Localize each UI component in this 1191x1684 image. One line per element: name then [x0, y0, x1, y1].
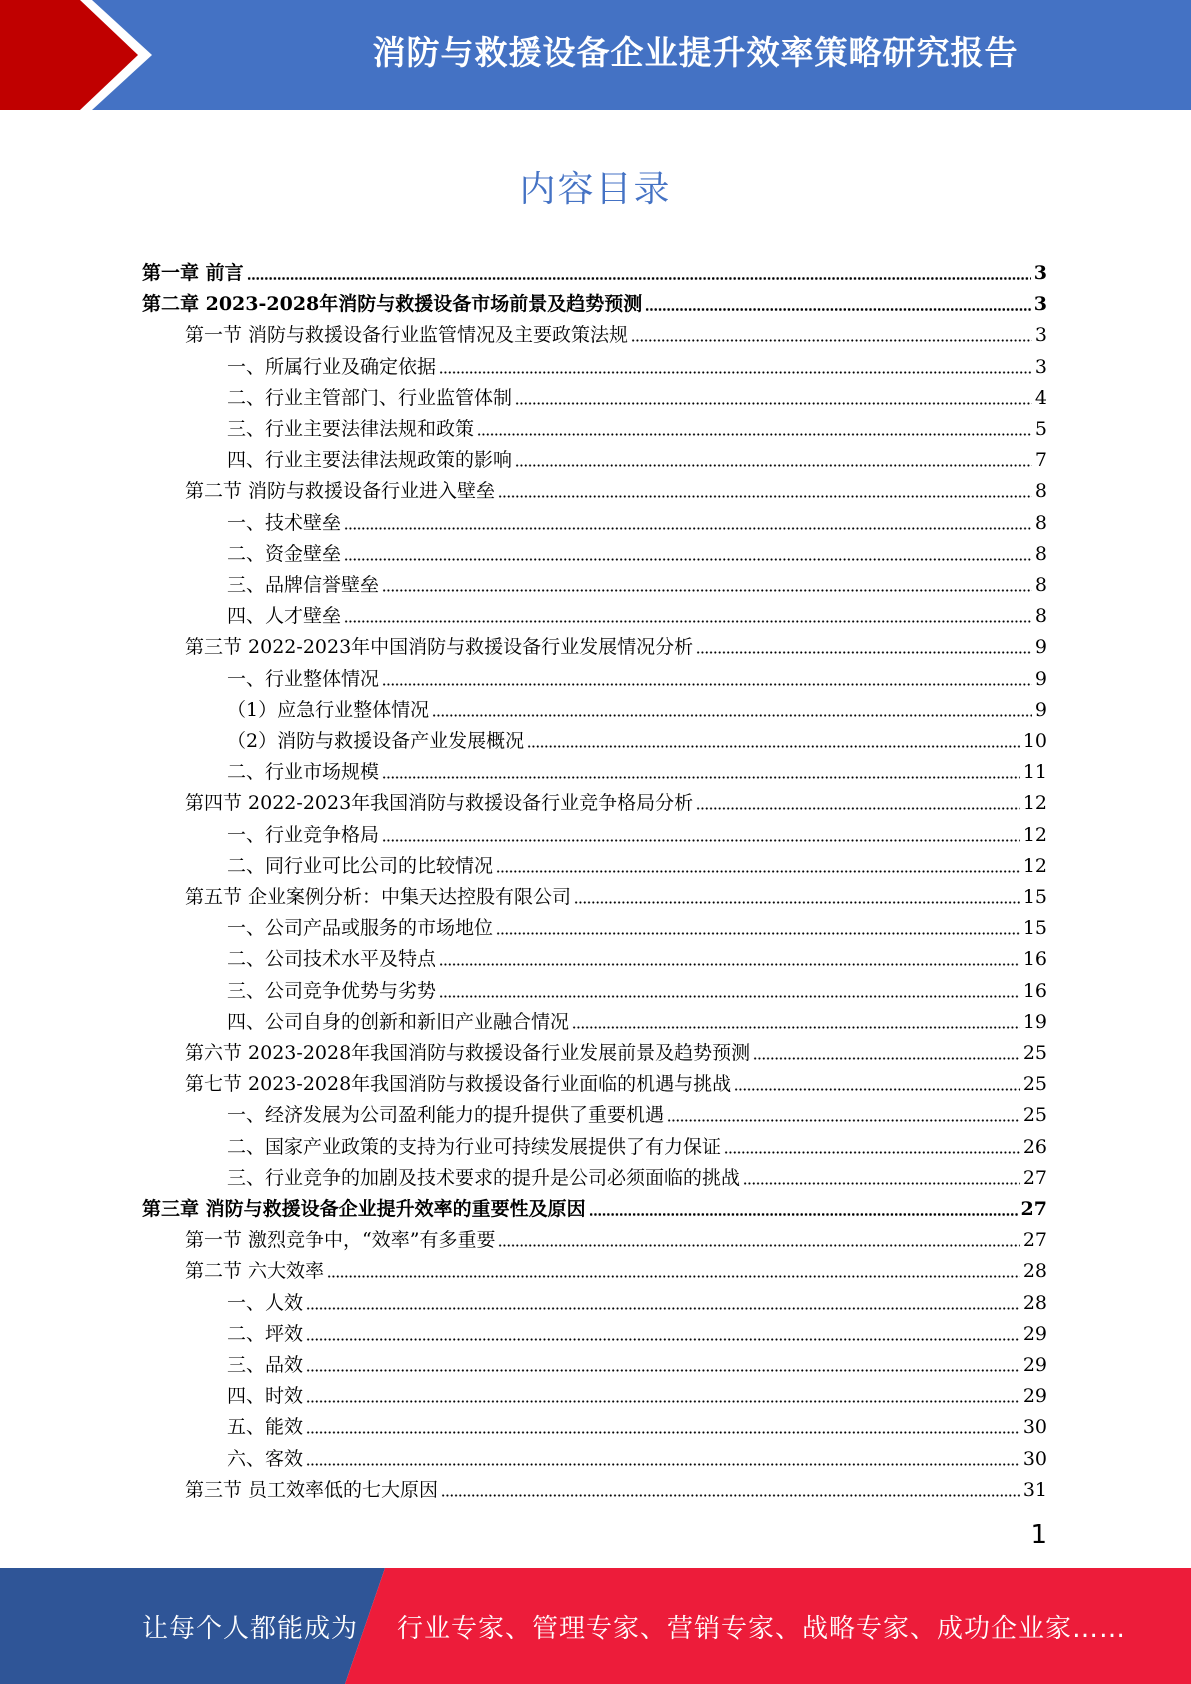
toc-entry[interactable] [227, 1440, 1047, 1471]
toc-entry-page: 30 [1022, 1447, 1047, 1470]
toc-entry[interactable] [227, 348, 1047, 379]
toc-entry[interactable] [227, 410, 1047, 441]
toc-entry[interactable] [227, 379, 1047, 410]
toc-dot-leader [382, 838, 1020, 843]
toc-entry-page: 12 [1022, 823, 1047, 846]
toc-entry-label: 四、时效 [227, 1385, 304, 1408]
toc-dot-leader [696, 806, 1020, 811]
toc-entry[interactable] [185, 1221, 1047, 1252]
toc-dot-leader [496, 931, 1020, 936]
toc-entry-label: 三、行业主要法律法规和政策 [227, 418, 475, 440]
toc-entry-label: 第三章 消防与救援设备企业提升效率的重要性及原因 [142, 1198, 586, 1220]
toc-entry[interactable] [227, 441, 1047, 472]
toc-entry-page: 27 [1022, 1166, 1047, 1189]
toc-entry[interactable] [185, 878, 1047, 909]
toc-entry-label: 二、国家产业政策的支持为行业可持续发展提供了有力保证 [227, 1135, 722, 1158]
toc-entry-page: 15 [1022, 886, 1047, 908]
toc-entry[interactable] [227, 1003, 1047, 1034]
toc-dot-leader [743, 1181, 1020, 1186]
toc-entry-label: 第五节 企业案例分析：中集天达控股有限公司 [185, 886, 572, 908]
toc-entry-label: 第六节 2023-2028年我国消防与救援设备行业发展前景及趋势预测 [185, 1042, 751, 1064]
toc-entry[interactable] [227, 691, 1047, 722]
toc-entry-page: 3 [1033, 262, 1047, 284]
report-title: 消防与救援设备企业提升效率策略研究报告 [372, 33, 1019, 72]
toc-dot-leader [344, 619, 1032, 624]
toc-entry[interactable] [227, 1377, 1047, 1408]
toc-dot-leader [432, 713, 1032, 718]
toc-entry-page: 29 [1022, 1322, 1047, 1345]
toc-entry-label: 三、品效 [227, 1354, 304, 1376]
toc-dot-leader [439, 994, 1020, 999]
toc-dot-leader [382, 775, 1020, 780]
toc-dot-leader [498, 494, 1032, 499]
toc-dot-leader [734, 1087, 1020, 1092]
toc-entry[interactable] [142, 1190, 1047, 1221]
toc-entry-label: 第一节 激烈竞争中，“效率”有多重要 [185, 1229, 496, 1252]
toc-entry-label: 第三节 2022-2023年中国消防与救援设备行业发展情况分析 [185, 636, 694, 659]
toc-heading: 内容目录 [519, 169, 672, 210]
toc-entry-label: 四、人才壁垒 [227, 605, 342, 628]
toc-dot-leader [515, 401, 1032, 406]
toc-entry-label: 第三节 员工效率低的七大原因 [185, 1478, 439, 1501]
toc-entry-label: 第二节 六大效率 [185, 1260, 325, 1283]
toc-entry-page: 3 [1034, 355, 1047, 378]
toc-entry-label: 一、行业整体情况 [227, 667, 380, 690]
toc-dot-leader [527, 744, 1020, 749]
toc-entry-page: 25 [1022, 1042, 1047, 1064]
toc-entry[interactable] [227, 1128, 1047, 1159]
toc-entry-label: 第一节 消防与救援设备行业监管情况及主要政策法规 [185, 324, 629, 347]
toc-entry[interactable] [185, 784, 1047, 815]
toc-entry[interactable] [185, 1252, 1047, 1283]
toc-dot-leader [306, 1368, 1020, 1373]
toc-entry-label: 三、行业竞争的加剧及技术要求的提升是公司必须面临的挑战 [227, 1166, 741, 1189]
toc-entry-page: 8 [1034, 511, 1047, 534]
toc-entry-label: 二、行业市场规模 [227, 761, 380, 784]
toc-dot-leader [477, 432, 1032, 437]
toc-dot-leader [306, 1462, 1020, 1467]
toc-entry[interactable] [185, 1065, 1047, 1096]
toc-entry-page: 4 [1034, 386, 1047, 409]
toc-dot-leader [572, 1025, 1020, 1030]
toc-entry[interactable] [227, 566, 1047, 597]
toc-entry-page: 5 [1034, 418, 1047, 440]
toc-entry-page: 19 [1022, 1010, 1047, 1033]
toc-dot-leader [441, 1493, 1020, 1498]
toc-entry[interactable] [142, 254, 1047, 285]
toc-entry[interactable] [227, 1346, 1047, 1377]
toc-entry-page: 28 [1022, 1291, 1047, 1314]
toc-entry[interactable] [227, 909, 1047, 940]
toc-entry[interactable] [142, 285, 1047, 316]
toc-entry-page: 12 [1022, 854, 1047, 877]
toc-entry-label: 二、坪效 [227, 1322, 304, 1345]
toc-dot-leader [574, 900, 1020, 905]
toc-entry-label: 四、公司自身的创新和新旧产业融合情况 [227, 1010, 570, 1033]
toc-entry[interactable] [227, 753, 1047, 784]
toc-entry[interactable] [227, 816, 1047, 847]
toc-entry[interactable] [227, 1315, 1047, 1346]
toc-entry-page: 30 [1022, 1416, 1047, 1439]
toc-entry-label: 一、行业竞争格局 [227, 823, 380, 846]
toc-entry-page: 3 [1033, 293, 1047, 316]
toc-entry-label: 一、所属行业及确定依据 [227, 355, 437, 378]
toc-entry[interactable] [227, 847, 1047, 878]
toc-entry[interactable] [227, 1408, 1047, 1439]
toc-entry-page: 15 [1022, 917, 1047, 940]
toc-dot-leader [439, 370, 1032, 375]
toc-entry[interactable] [227, 1159, 1047, 1190]
toc-entry-label: 第七节 2023-2028年我国消防与救援设备行业面临的机遇与挑战 [185, 1073, 732, 1096]
toc-entry-page: 29 [1022, 1354, 1047, 1376]
toc-entry[interactable] [185, 316, 1047, 347]
footer-slogan-left: 让每个人都能成为 [142, 1614, 359, 1644]
toc-entry-page: 9 [1034, 698, 1047, 721]
toc-entry[interactable] [185, 1034, 1047, 1065]
toc-entry-page: 11 [1022, 761, 1047, 784]
toc-dot-leader [306, 1430, 1020, 1435]
toc-entry[interactable] [227, 504, 1047, 535]
toc-entry-page: 27 [1022, 1229, 1047, 1252]
toc-dot-leader [306, 1337, 1020, 1342]
toc-entry-label: 第一章 前言 [142, 262, 244, 284]
toc-entry-page: 8 [1034, 542, 1047, 565]
toc-dot-leader [439, 962, 1020, 967]
toc-entry-page: 25 [1022, 1073, 1047, 1096]
toc-dot-leader [496, 869, 1020, 874]
toc-dot-leader [753, 1056, 1020, 1061]
toc-entry-page: 25 [1022, 1104, 1047, 1127]
toc-dot-leader [589, 1212, 1018, 1217]
toc-entry-label: 一、公司产品或服务的市场地位 [227, 917, 494, 940]
toc-entry-page: 26 [1022, 1135, 1047, 1158]
toc-entry-page: 16 [1022, 948, 1047, 971]
toc-entry-page: 9 [1034, 636, 1047, 659]
page-footer-band [0, 1568, 1191, 1684]
toc-dot-leader [306, 1306, 1020, 1311]
toc-entry-page: 29 [1022, 1385, 1047, 1408]
toc-entry-page: 8 [1034, 574, 1047, 596]
toc-entry-page: 3 [1034, 324, 1047, 347]
toc-entry-page: 12 [1022, 792, 1047, 815]
footer-slogan-right: 行业专家、管理专家、营销专家、战略专家、成功企业家…… [397, 1614, 1127, 1644]
toc-dot-leader [696, 650, 1032, 655]
toc-entry-page: 7 [1034, 449, 1047, 472]
toc-dot-leader [344, 526, 1032, 531]
toc-dot-leader [306, 1399, 1020, 1404]
toc-entry-page: 8 [1034, 605, 1047, 628]
toc-entry[interactable] [227, 1096, 1047, 1127]
toc-dot-leader [631, 338, 1032, 343]
toc-entry-page: 16 [1022, 979, 1047, 1002]
toc-entry-page: 8 [1034, 480, 1047, 503]
toc-entry-label: 二、资金壁垒 [227, 542, 342, 565]
toc-entry-label: 一、技术壁垒 [227, 511, 342, 534]
page-header-band [0, 0, 1191, 110]
toc-entry[interactable] [227, 535, 1047, 566]
toc-entry-page: 10 [1022, 730, 1047, 752]
toc-entry-label: 五、能效 [227, 1416, 304, 1439]
toc-entry[interactable] [227, 660, 1047, 691]
toc-entry-page: 27 [1020, 1198, 1047, 1220]
toc-entry-page: 28 [1022, 1260, 1047, 1283]
toc-entry[interactable] [227, 1284, 1047, 1315]
toc-dot-leader [515, 463, 1032, 468]
toc-dot-leader [667, 1118, 1020, 1123]
toc-dot-leader [382, 588, 1032, 593]
toc-entry-label: 第四节 2022-2023年我国消防与救援设备行业竞争格局分析 [185, 792, 694, 815]
toc-dot-leader [724, 1150, 1020, 1155]
toc-dot-leader [247, 276, 1031, 281]
toc-entry-label: 第二章 2023-2028年消防与救援设备市场前景及趋势预测 [142, 293, 643, 316]
toc-entry-page: 9 [1034, 667, 1047, 690]
toc-entry-label: 三、品牌信誉壁垒 [227, 574, 380, 596]
toc-dot-leader [498, 1243, 1019, 1248]
toc-dot-leader [327, 1274, 1020, 1279]
toc-dot-leader [344, 557, 1032, 562]
toc-dot-leader [645, 307, 1031, 312]
toc-entry-label: 三、公司竞争优势与劣势 [227, 979, 437, 1002]
toc-entry-label: 二、同行业可比公司的比较情况 [227, 854, 494, 877]
toc-entry-label: 一、经济发展为公司盈利能力的提升提供了重要机遇 [227, 1104, 665, 1127]
toc-entry-label: 二、行业主管部门、行业监管体制 [227, 386, 513, 409]
toc-entry-label: 一、人效 [227, 1291, 304, 1314]
toc-entry-label: （1）应急行业整体情况 [227, 698, 430, 721]
toc-entry[interactable] [227, 972, 1047, 1003]
toc-entry[interactable] [227, 940, 1047, 971]
toc-entry-label: 四、行业主要法律法规政策的影响 [227, 449, 513, 472]
toc-entry-label: 二、公司技术水平及特点 [227, 948, 437, 971]
toc-dot-leader [382, 682, 1032, 687]
toc-entry[interactable] [185, 628, 1047, 659]
toc-entry-page: 31 [1022, 1478, 1047, 1501]
toc-entry-label: （2）消防与救援设备产业发展概况 [227, 730, 525, 752]
toc-entry-label: 第二节 消防与救援设备行业进入壁垒 [185, 480, 496, 503]
toc-entry[interactable] [227, 722, 1047, 753]
toc-entry[interactable] [227, 597, 1047, 628]
toc-entry-label: 六、客效 [227, 1447, 304, 1470]
toc-entry[interactable] [185, 472, 1047, 503]
toc-entry[interactable] [185, 1471, 1047, 1502]
page-number: 1 [1030, 1520, 1047, 1550]
